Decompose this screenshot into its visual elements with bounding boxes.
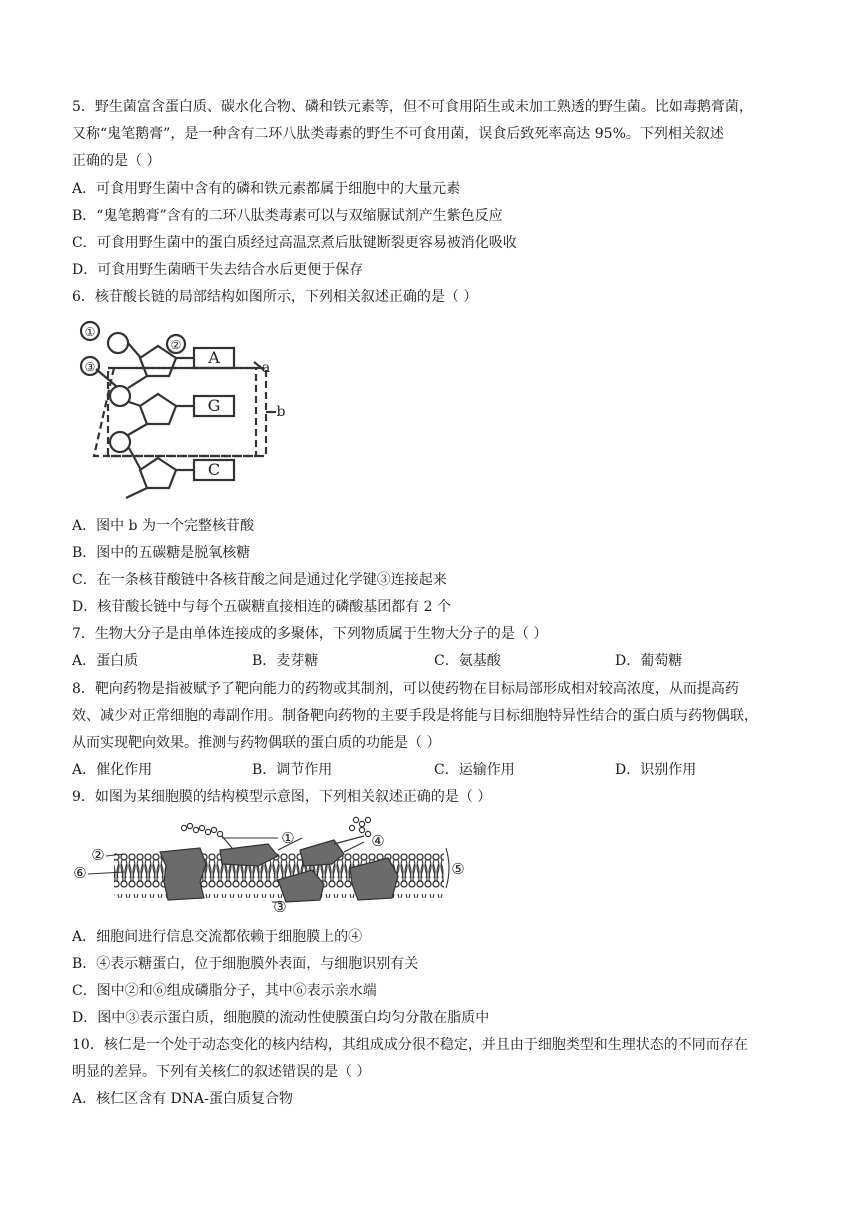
q10-option-a: A．核仁区含有 DNA-蛋白质复合物 [72, 1091, 293, 1107]
q9-stem: 9．如图为某细胞膜的结构模型示意图，下列相关叙述正确的是（ ） [72, 789, 492, 805]
q8-stem-line-1: 8．靶向药物是指被赋予了靶向能力的药物或其制剂，可以使药物在目标局部形成相对较高浓度，从而提高药 [72, 681, 739, 697]
sugar-chain-left [181, 823, 232, 848]
sugar-chain-right [334, 817, 371, 844]
marker-2: ② [170, 338, 182, 352]
q8-option-a: A．催化作用 [72, 762, 153, 778]
q9-option-d: D．图中③表示蛋白质，细胞膜的流动性使膜蛋白均匀分散在脂质中 [72, 1010, 490, 1026]
membrane-marker-2: ② [91, 846, 105, 864]
base-c-label: C [207, 460, 221, 479]
q9-option-b: B．④表示糖蛋白，位于细胞膜外表面，与细胞识别有关 [72, 956, 419, 972]
membrane-marker-6: ⑥ [73, 864, 87, 882]
box-label-a: a [261, 360, 271, 376]
membrane-marker-1: ① [281, 829, 295, 847]
phosphate-circle-2 [110, 386, 130, 406]
dashed-box-a [94, 368, 266, 456]
q8-option-b: B．调节作用 [252, 762, 333, 778]
marker-3: ③ [84, 360, 96, 374]
marker-1: ① [84, 325, 96, 339]
q9-option-a: A．细胞间进行信息交流都依赖于细胞膜上的④ [72, 929, 363, 945]
q5-option-d: D．可食用野生菌晒干失去结合水后更便于保存 [72, 262, 364, 278]
membrane-marker-4: ④ [371, 832, 385, 850]
q8-option-d: D．识别作用 [615, 762, 697, 778]
q7-option-a: A．蛋白质 [72, 653, 139, 669]
q5-stem-line-1: 5．野生菌富含蛋白质、碳水化合物、磷和铁元素等，但不可食用陌生或未加工熟透的野生菌。比如毒鹅膏菌， [72, 99, 753, 115]
cell-membrane-figure [72, 812, 472, 916]
q6-option-a: A．图中 b 为一个完整核苷酸 [72, 518, 254, 534]
q7-option-b: B．麦芽糖 [252, 653, 319, 669]
q10-stem-line-1: 10．核仁是一个处于动态变化的核内结构，其组成成分很不稳定，并且由于细胞类型和生理状态的不同而存在 [72, 1037, 748, 1053]
q5-stem-line-3: 正确的是（ ） [72, 153, 161, 169]
q5-option-a: A．可食用野生菌中含有的磷和铁元素都属于细胞中的大量元素 [72, 181, 461, 197]
protein-through [160, 848, 206, 900]
q5-option-c: C．可食用野生菌中的蛋白质经过高温烹煮后肽键断裂更容易被消化吸收 [72, 235, 517, 251]
membrane-marker-3: ③ [273, 898, 287, 916]
base-a-label: A [208, 348, 220, 367]
sugar-pentagon-3 [140, 458, 176, 488]
q10-stem-line-2: 明显的差异。下列有关核仁的叙述错误的是（ ） [72, 1064, 371, 1080]
q6-stem: 6．核苷酸长链的局部结构如图所示，下列相关叙述正确的是（ ） [72, 289, 478, 305]
q8-stem-line-2: 效、减少对正常细胞的毒副作用。制备靶向药物的主要手段是将能与目标细胞特异性结合的蛋白质与药物偶联， [72, 708, 758, 724]
q6-option-d: D．核苷酸长链中与每个五碳糖直接相连的磷酸基团都有 2 个 [72, 599, 452, 615]
q5-stem-line-2: 又称“鬼笔鹅膏”，是一种含有二环八肽类毒素的野生不可食用菌，误食后致死率高达 95%。下列相关叙述 [72, 126, 724, 142]
q9-option-c: C．图中②和⑥组成磷脂分子，其中⑥表示亲水端 [72, 983, 377, 999]
phosphate-circle-1 [108, 333, 128, 353]
phosphate-circle-3 [110, 432, 130, 452]
q6-option-b: B．图中的五碳糖是脱氧核糖 [72, 545, 251, 561]
base-g-label: G [207, 396, 221, 415]
membrane-marker-5: ⑤ [451, 860, 465, 878]
q6-option-c: C．在一条核苷酸链中各核苷酸之间是通过化学键③连接起来 [72, 572, 447, 588]
q7-stem: 7．生物大分子是由单体连接成的多聚体，下列物质属于生物大分子的是（ ） [72, 626, 548, 642]
q5-option-b: B．“鬼笔鹅膏”含有的二环八肽类毒素可以与双缩脲试剂产生紫色反应 [72, 208, 503, 224]
q7-option-d: D．葡萄糖 [615, 653, 683, 669]
box-label-b: b [276, 404, 286, 420]
q8-option-c: C．运输作用 [434, 762, 515, 778]
nucleotide-chain-figure [76, 314, 286, 504]
q7-option-c: C．氨基酸 [434, 653, 501, 669]
q8-stem-line-3: 从而实现靶向效果。推测与药物偶联的蛋白质的功能是（ ） [72, 735, 441, 751]
sugar-pentagon-2 [140, 394, 176, 424]
